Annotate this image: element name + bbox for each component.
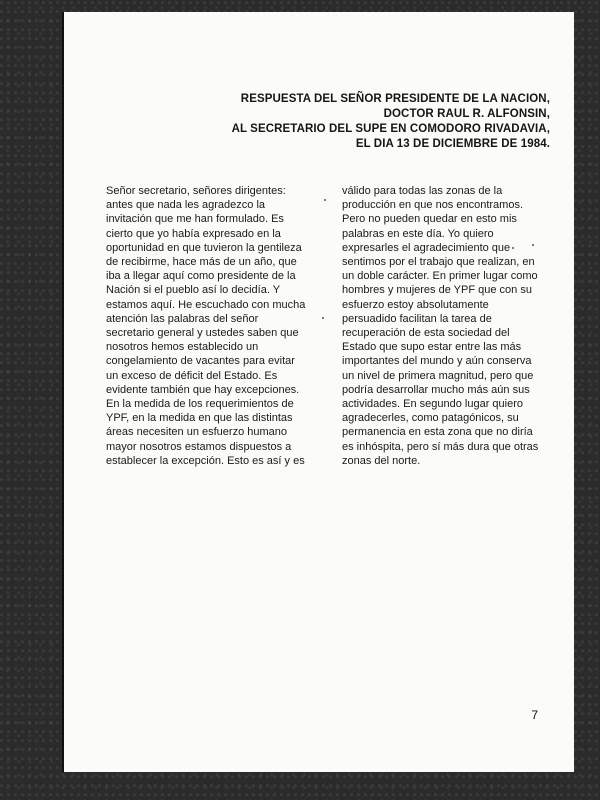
- text-line: estamos aquí. He escuchado con mucha: [106, 298, 306, 311]
- text-line: invitación que me han formulado. Es: [106, 213, 284, 226]
- heading-line-3: AL SECRETARIO DEL SUPE EN COMODORO RIVADAVIA,: [231, 123, 550, 135]
- page-number: 7: [531, 708, 538, 722]
- text-line: permanencia en esta zona que no diría: [342, 426, 533, 439]
- scan-speck: [512, 247, 514, 249]
- text-line: zonas del norte.: [342, 454, 421, 467]
- text-line: YPF, en la medida en que las distintas: [106, 412, 293, 425]
- text-line: recuperación de esta sociedad del: [342, 327, 510, 340]
- text-line: un exceso de déficit del Estado. Es: [106, 369, 278, 382]
- text-line: Estado que supo estar entre las más: [342, 341, 522, 354]
- text-line: válido para todas las zonas de la: [342, 185, 503, 197]
- heading-line-1: RESPUESTA DEL SEÑOR PRESIDENTE DE LA NACION,: [240, 93, 550, 105]
- text-line: áreas necesiten un esfuerzo humano: [106, 426, 288, 439]
- text-line: de recibirme, hace más de un año, que: [106, 256, 297, 269]
- text-line: establecer la excepción. Esto es así y es: [106, 454, 305, 467]
- text-line: actividades. En segundo lugar quiero: [342, 398, 524, 411]
- scan-speck: [322, 317, 324, 319]
- document-heading: [232, 92, 550, 152]
- text-line: un doble carácter. En primer lugar como: [342, 270, 538, 283]
- text-line: es inhóspita, pero sí más dura que otras: [342, 440, 539, 453]
- text-line: palabras en este día. Yo quiero: [342, 227, 494, 240]
- scan-speck: [532, 244, 534, 246]
- text-line: Señor secretario, señores dirigentes:: [106, 185, 286, 197]
- text-line: congelamiento de vacantes para evitar: [106, 355, 295, 368]
- heading-line-2: DOCTOR RAUL R. ALFONSIN,: [383, 108, 550, 120]
- text-line: hombres y mujeres de YPF que con su: [342, 284, 532, 297]
- text-line: importantes del mundo y aún conserva: [342, 355, 532, 368]
- text-line: un nivel de primera magnitud, pero que: [342, 369, 534, 382]
- left-text-column: [106, 184, 305, 468]
- text-line: esfuerzo estoy absolutamente: [342, 298, 489, 311]
- text-line: sentimos por el trabajo que realizan, en: [342, 256, 535, 269]
- text-line: antes que nada les agradezco la: [106, 199, 266, 212]
- text-line: persuadido facilitan la tarea de: [342, 312, 492, 325]
- text-line: atención las palabras del señor: [106, 312, 259, 325]
- scan-speck: [324, 199, 326, 201]
- text-line: expresarles el agradecimiento que: [342, 241, 511, 254]
- text-line: mayor nosotros estamos dispuestos a: [106, 440, 292, 453]
- text-line: En la medida de los requerimientos de: [106, 398, 294, 411]
- text-line: Nación si el pueblo así lo decidía. Y: [106, 284, 281, 297]
- text-line: podría desarrollar mucho más aún sus: [342, 383, 530, 396]
- text-line: oportunidad en que tuvieron la gentileza: [106, 241, 302, 254]
- text-line: evidente también que hay excepciones.: [106, 383, 300, 396]
- text-line: cierto que yo había expresado en la: [106, 227, 281, 240]
- text-line: iba a llegar aquí como presidente de la: [106, 270, 296, 283]
- text-line: secretario general y ustedes saben que: [106, 327, 299, 340]
- document-page: [62, 12, 574, 772]
- text-line: Pero no pueden quedar en esto mis: [342, 213, 517, 226]
- text-line: producción en que nos encontramos.: [342, 199, 524, 212]
- text-line: nosotros hemos establecido un: [106, 341, 259, 354]
- heading-line-4: EL DIA 13 DE DICIEMBRE DE 1984.: [355, 138, 550, 150]
- text-line: agradecerles, como patagónicos, su: [342, 412, 519, 425]
- right-text-column: [342, 184, 538, 468]
